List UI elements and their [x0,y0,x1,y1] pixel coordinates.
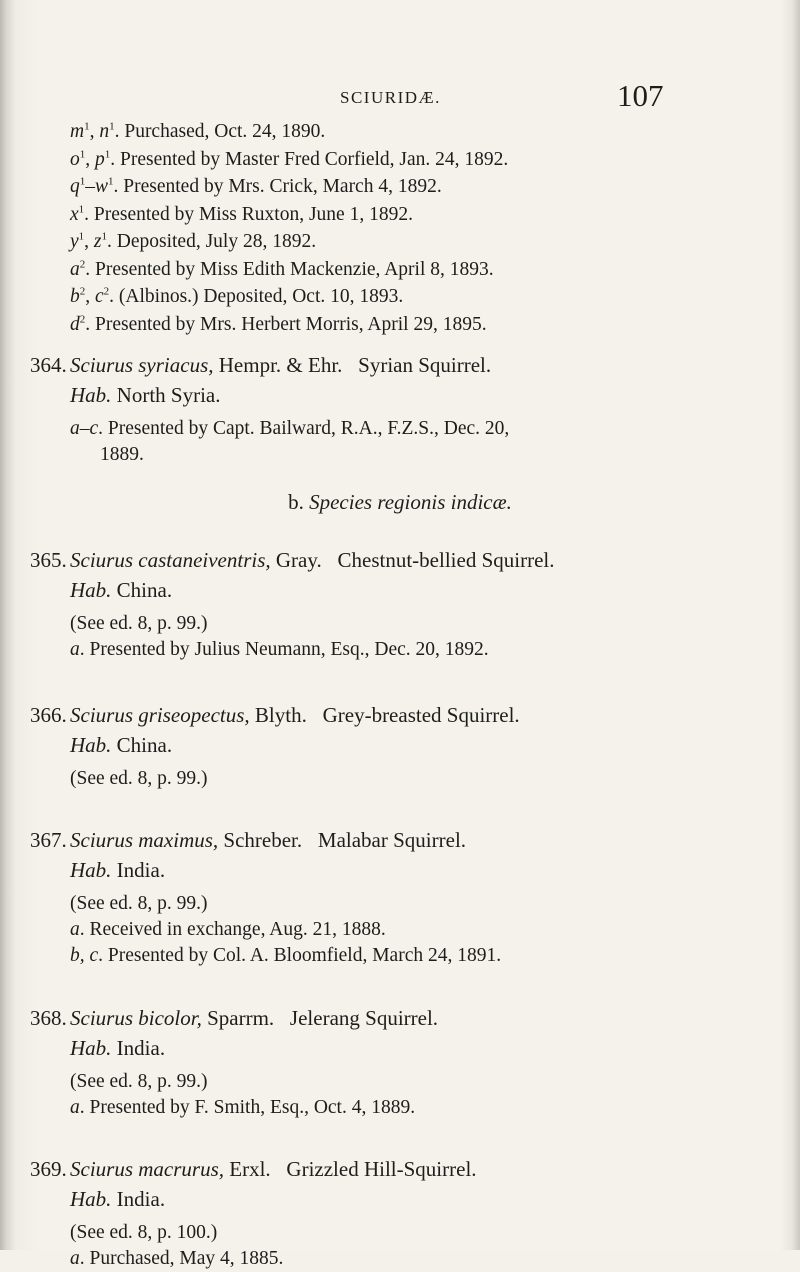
habitat-value: India. [111,858,166,882]
species-author: Sparrm. [201,1006,275,1030]
species-entry [30,1154,790,1272]
specimen-line [70,118,780,146]
specimen-text: . Presented by F. Smith, Esq., Oct. 4, 1889. [79,1097,416,1118]
species-heading [30,350,790,380]
section-title: Species regionis indicæ. [309,490,512,514]
specimen-line [30,416,790,442]
specimen-line [70,311,780,339]
habitat-label: Hab. [70,1187,112,1211]
species-author: Schreber. [218,828,303,852]
habitat-line [30,855,790,885]
specimen-text: . Presented by Col. A. Bloomfield, March 24, 1891. [98,945,502,966]
specimen-line [70,228,780,256]
habitat-line [30,1184,790,1214]
species-scientific-name: Sciurus syriacus, [70,353,214,377]
species-number: 364. [30,353,67,377]
specimen-label: a [70,1248,80,1269]
specimen-text: . Received in exchange, Aug. 21, 1888. [79,919,386,940]
specimen-label: z [93,231,102,252]
label-separator: , [84,231,94,252]
habitat-line [30,380,790,410]
specimen-label-superscript: 1 [101,230,107,243]
spacer [271,1157,287,1181]
section-prefix: b. [288,490,304,514]
cross-reference: (See ed. 8, p. 99.) [70,1071,208,1092]
specimen-label: q [70,176,80,197]
species-heading [30,700,790,730]
specimen-line [70,283,780,311]
species-entry [30,350,790,468]
page-header [0,80,800,120]
specimen-line [30,943,790,969]
cross-reference: (See ed. 8, p. 100.) [70,1222,218,1243]
species-author: Erxl. [224,1157,271,1181]
habitat-value: India. [111,1187,166,1211]
specimen-text: . Deposited, July 28, 1892. [107,231,317,252]
specimen-text: . Presented by Capt. Bailward, R.A., F.Z.S., Dec. 20, [98,418,510,439]
species-common-name: Syrian Squirrel. [358,353,492,377]
section-heading [0,490,800,515]
cross-reference: (See ed. 8, p. 99.) [70,893,208,914]
species-heading [30,825,790,855]
habitat-label: Hab. [70,858,112,882]
specimen-label: b, c [70,945,99,966]
spacer [322,548,338,572]
species-heading [30,1003,790,1033]
species-entry [30,545,790,663]
specimen-label: c [95,286,104,307]
specimen-label-superscript: 1 [79,175,86,188]
specimen-label: p [95,148,105,170]
cross-reference: (See ed. 8, p. 99.) [70,768,208,789]
spacer [274,1006,290,1030]
specimen-line [30,917,790,943]
species-number: 369. [30,1157,67,1181]
cross-reference: (See ed. 8, p. 99.) [70,613,208,634]
specimen-label: a [70,1097,80,1118]
specimen-label-superscript: 1 [104,148,111,160]
species-common-name: Chestnut-bellied Squirrel. [337,548,555,572]
specimen-label-superscript: 1 [78,203,85,215]
specimen-label: n [99,121,110,142]
specimen-label: a [70,639,80,660]
species-number: 367. [30,828,67,852]
species-heading [30,1154,790,1184]
specimen-label: o [70,148,80,170]
specimen-label-superscript: 1 [108,175,114,188]
species-common-name: Jelerang Squirrel. [289,1006,439,1030]
species-scientific-name: Sciurus macrurus, [70,1157,225,1181]
specimen-label: a–c [70,418,99,439]
species-author: Hempr. & Ehr. [213,353,343,377]
species-heading [30,545,790,575]
species-entry [30,825,790,969]
habitat-line [30,730,790,760]
specimen-label-superscript: 2 [79,258,86,270]
specimen-line [70,256,780,284]
species-number: 366. [30,703,67,727]
continued-specimen-list [70,118,780,338]
specimen-label: b [70,286,80,307]
species-number: 365. [30,548,67,572]
species-scientific-name: Sciurus griseopectus, [70,703,250,727]
habitat-value: India. [111,1036,166,1060]
specimen-line [30,1095,790,1121]
running-head: SCIURIDÆ. [340,88,441,107]
habitat-label: Hab. [70,733,112,757]
spacer [342,353,358,377]
spacer [302,828,318,852]
species-common-name: Grizzled Hill-Squirrel. [286,1157,477,1181]
spacer [307,703,323,727]
page-number: 107 [617,78,664,113]
specimen-label-superscript: 1 [84,120,90,133]
habitat-value: China. [111,578,173,602]
habitat-label: Hab. [70,578,112,602]
specimen-label: a [70,258,80,280]
specimen-text: . Presented by Mrs. Crick, March 4, 1892. [113,176,442,197]
specimen-text: . Presented by Miss Ruxton, June 1, 1892. [84,203,413,225]
specimen-text: . Presented by Miss Edith Mackenzie, April 8, 1893. [85,258,494,280]
specimen-continuation: 1889. [100,444,144,465]
specimen-label-superscript: 1 [78,230,85,243]
specimen-line [70,173,780,201]
specimen-line [70,146,780,174]
habitat-line [30,1033,790,1063]
specimen-text: . Purchased, Oct. 24, 1890. [114,121,326,142]
specimen-label: w [95,176,109,197]
habitat-label: Hab. [70,1036,112,1060]
specimen-label: a [70,919,80,940]
species-scientific-name: Sciurus castaneiventris, [70,548,271,572]
species-common-name: Grey-breasted Squirrel. [322,703,520,727]
species-common-name: Malabar Squirrel. [317,828,467,852]
species-scientific-name: Sciurus maximus, [70,828,219,852]
habitat-label: Hab. [70,383,112,407]
species-author: Gray. [270,548,322,572]
specimen-text: . Purchased, May 4, 1885. [79,1248,284,1269]
species-entry [30,700,790,792]
specimen-label-superscript: 1 [109,120,115,133]
specimen-text: . (Albinos.) Deposited, Oct. 10, 1893. [109,286,404,307]
specimen-text: . Presented by Julius Neumann, Esq., Dec. 20, 1892. [79,639,489,660]
species-entry [30,1003,790,1121]
specimen-line [30,637,790,663]
specimen-text: . Presented by Mrs. Herbert Morris, April 29, 1895. [85,313,487,335]
label-separator: , [85,286,95,307]
specimen-label-superscript: 1 [79,148,86,160]
specimen-line [70,201,780,229]
specimen-label: x [70,203,79,225]
label-separator: , [89,121,100,142]
specimen-label: y [70,231,79,252]
specimen-label-superscript: 2 [79,285,86,298]
specimen-label: m [70,121,85,142]
label-separator: – [85,176,95,197]
habitat-value: North Syria. [111,383,221,407]
species-author: Blyth. [249,703,307,727]
species-scientific-name: Sciurus bicolor, [70,1006,202,1030]
specimen-label-superscript: 2 [79,313,86,325]
specimen-label: d [70,313,80,335]
habitat-line [30,575,790,605]
habitat-value: China. [111,733,173,757]
specimen-label-superscript: 2 [103,285,110,298]
species-number: 368. [30,1006,67,1030]
specimen-text: . Presented by Master Fred Corfield, Jan. 24, 1892. [110,148,509,170]
label-separator: , [85,148,95,170]
